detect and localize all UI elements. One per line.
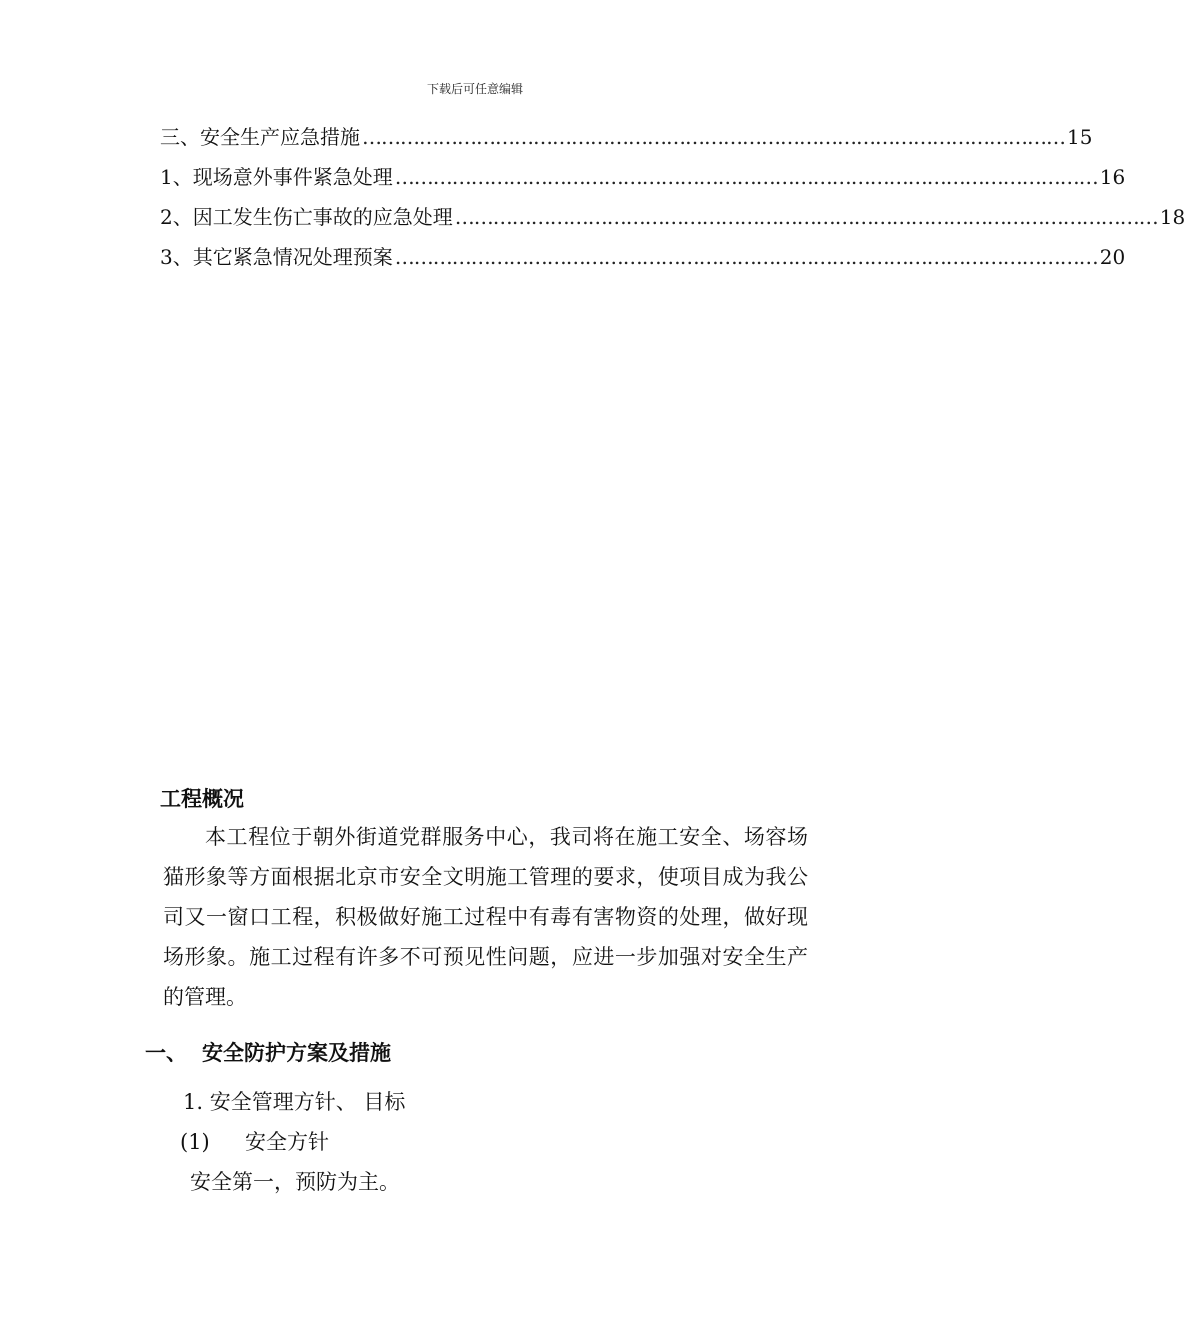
safety-policy-text: 安全第一，预防为主。 (190, 1170, 400, 1194)
toc-leader-dots: ………………………………………………………………………………………………… (454, 205, 1158, 229)
toc-entry-page: 15 (1067, 125, 1093, 149)
toc-entry-3-3[interactable] (160, 241, 1126, 269)
toc-entry-number: 三、 (160, 125, 200, 149)
section-1-title: 安全防护方案及措施 (202, 1041, 391, 1065)
toc-entry-number: 3、 (160, 245, 193, 269)
toc-entry-number: 1、 (160, 165, 193, 189)
toc-entry-title: 现场意外事件紧急处理 (192, 165, 393, 189)
toc-entry-3-1[interactable] (160, 161, 1126, 189)
section-1-number: 一、 (145, 1041, 187, 1065)
toc-leader-dots: ………………………………………………………………………………………………… (394, 165, 1098, 189)
section-1-heading (145, 1037, 391, 1067)
toc-leader-dots: ………………………………………………………………………………………………… (362, 125, 1065, 149)
page-header: 下载后可任意编辑 (426, 82, 523, 96)
subsection-1-1-title: 安全方针 (245, 1130, 329, 1154)
toc-entry-title: 安全生产应急措施 (200, 125, 360, 149)
toc-entry-page: 16 (1099, 165, 1126, 189)
toc-entry-3[interactable] (160, 121, 1093, 149)
subsection-1-1-number: (1) (180, 1130, 210, 1154)
toc-entry-number: 2、 (160, 205, 193, 229)
subsection-1-1-heading (180, 1126, 329, 1156)
toc-leader-dots: ………………………………………………………………………………………………… (394, 245, 1098, 269)
toc-entry-page: 18 (1159, 205, 1185, 229)
toc-entry-title: 因工发生伤亡事故的应急处理 (192, 205, 453, 229)
toc-entry-3-2[interactable] (160, 201, 1185, 229)
overview-paragraph: 本工程位于朝外街道党群服务中心，我司将在施工安全、场容场猫形象等方面根据北京市安全文明施工管理的要求，使项目成为我公司又一窗口工程，积极做好施工过程中有毒有害物资的处理，做好现场形象。施工过程有许多不可预见性问题，应进一步加强对安全生产的管理。 (163, 825, 808, 1009)
toc-entry-page: 20 (1099, 245, 1126, 269)
toc-entry-title: 其它紧急情况处理预案 (192, 245, 393, 269)
subsection-1-title: 1. 安全管理方针、 目标 (183, 1090, 406, 1114)
overview-heading: 工程概况 (160, 787, 244, 811)
